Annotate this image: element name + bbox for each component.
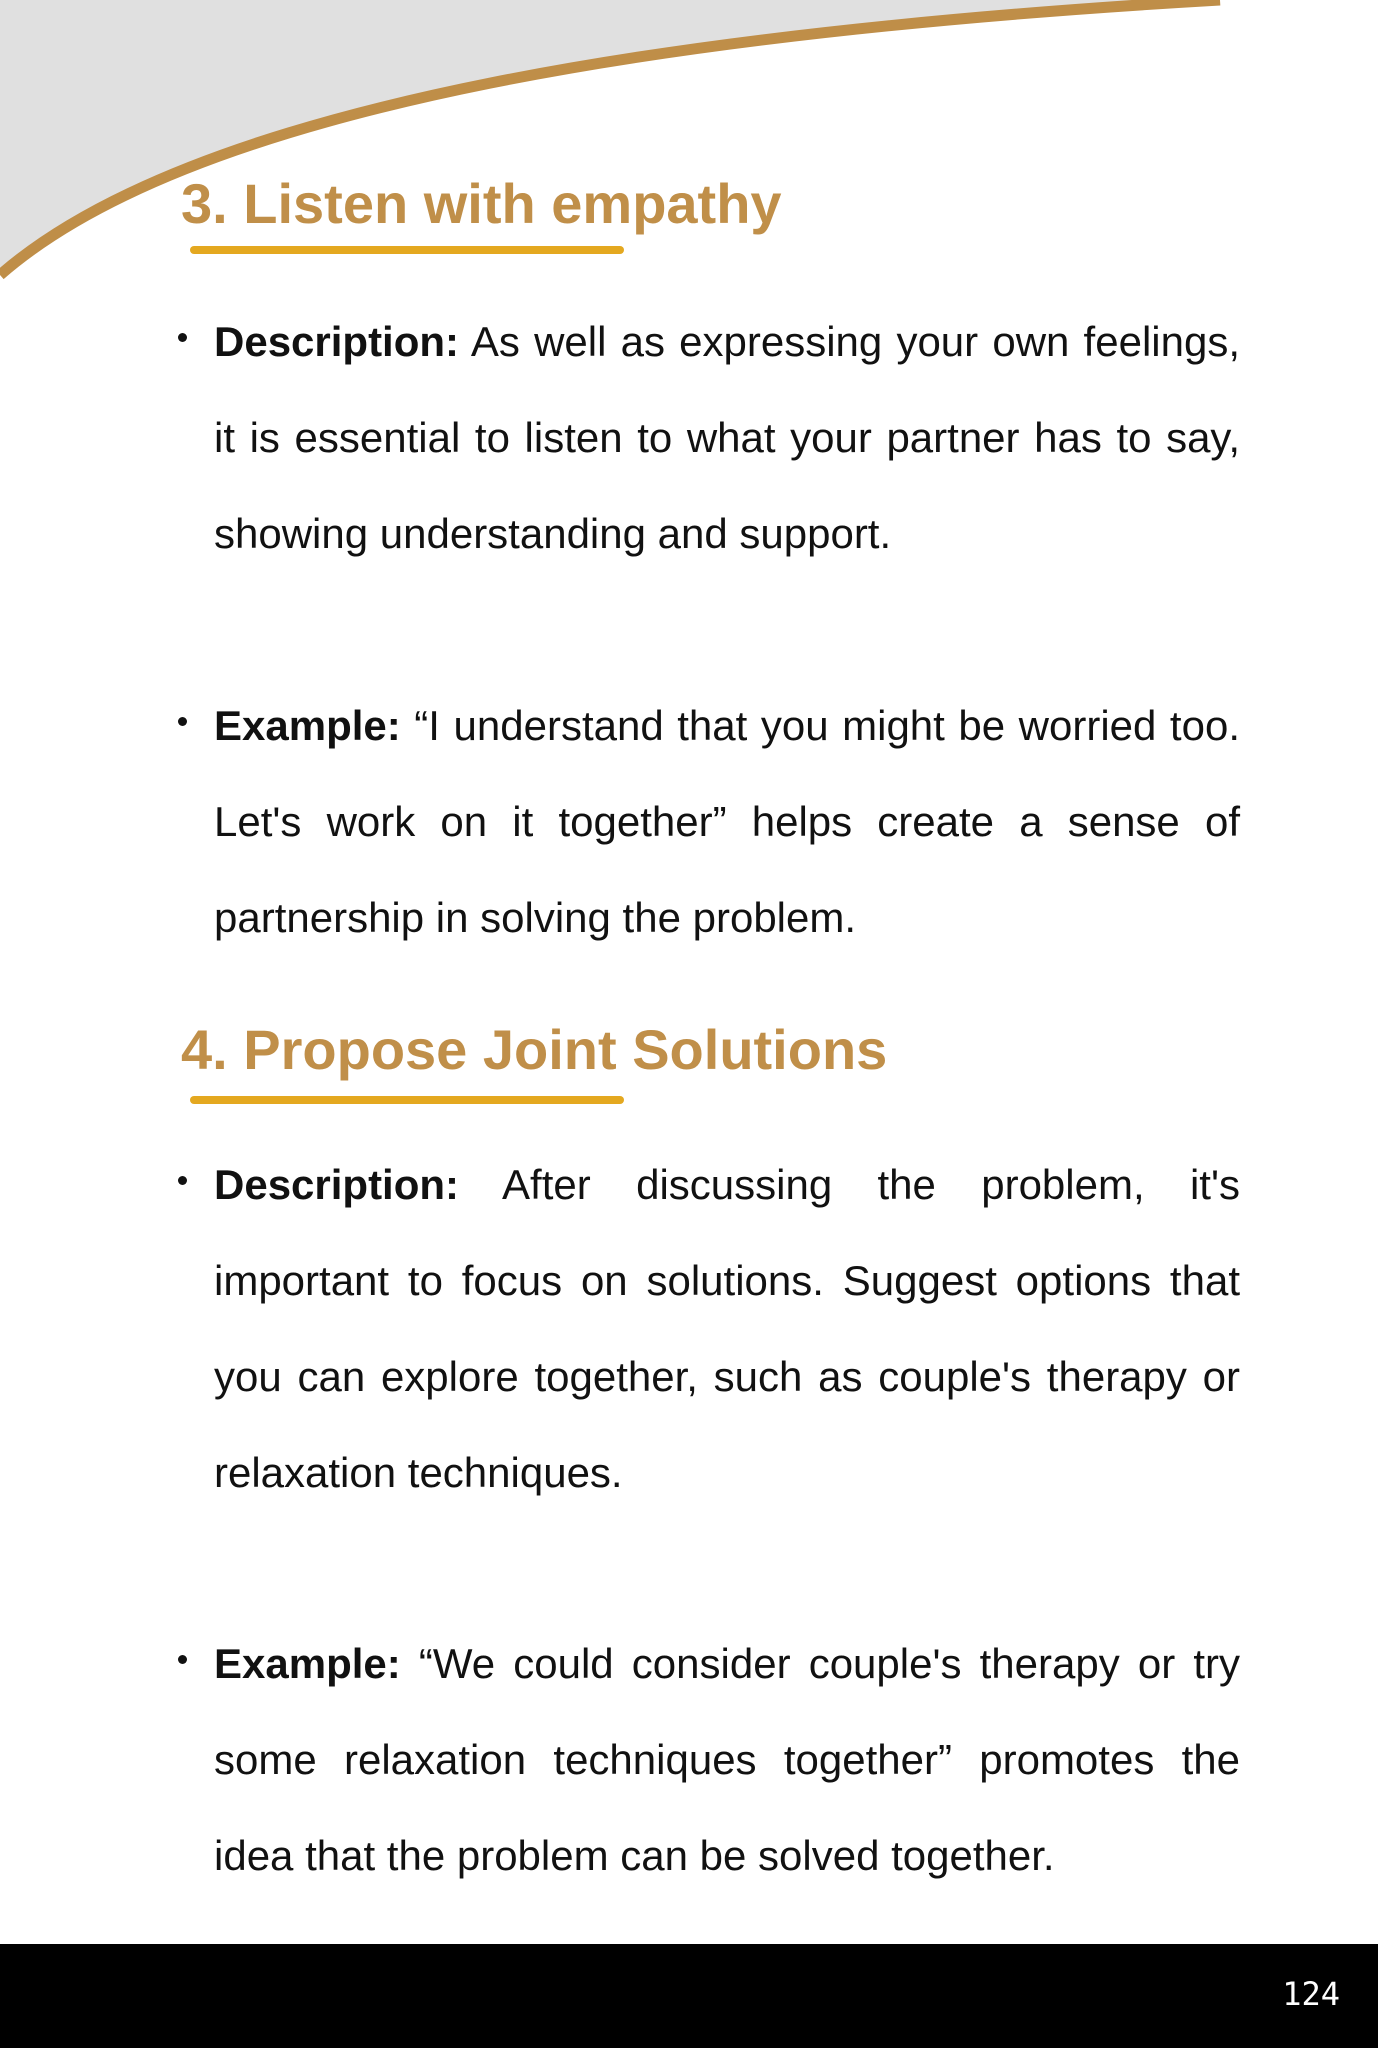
list-item-description	[214, 294, 1240, 582]
bullet-icon	[178, 1176, 187, 1185]
list-item-description	[214, 1137, 1240, 1521]
item-label: Example:	[214, 1640, 401, 1687]
item-text: “We could consider couple's therapy or try some relaxation techniques together” promotes the idea that the problem can be solved together.	[214, 1640, 1240, 1879]
footer-bar	[0, 1944, 1378, 2048]
item-label: Example:	[214, 702, 401, 749]
item-text: “I understand that you might be worried too. Let's work on it together” helps create a sense of partnership in solving the problem.	[214, 702, 1240, 941]
bullet-icon	[178, 717, 187, 726]
bullet-icon	[178, 1655, 187, 1664]
item-text: As well as expressing your own feelings, it is essential to listen to what your partner has to say, showing understanding and support.	[214, 318, 1240, 557]
item-label: Description:	[214, 1161, 460, 1208]
heading-underline	[190, 246, 624, 254]
bullet-icon	[178, 333, 187, 342]
corner-swoosh-decoration	[0, 0, 1378, 300]
item-text: After discussing the problem, it's important to focus on solutions. Suggest options that you can explore together, such as couple's therapy or relaxation techniques.	[214, 1161, 1240, 1496]
section-heading: 3. Listen with empathy	[181, 172, 782, 235]
heading-underline	[190, 1096, 624, 1104]
page-number: 124	[1282, 1975, 1340, 2013]
section-heading: 4. Propose Joint Solutions	[181, 1018, 888, 1081]
item-label: Description:	[214, 318, 460, 365]
list-item-example	[214, 678, 1240, 966]
list-item-example	[214, 1616, 1240, 1904]
